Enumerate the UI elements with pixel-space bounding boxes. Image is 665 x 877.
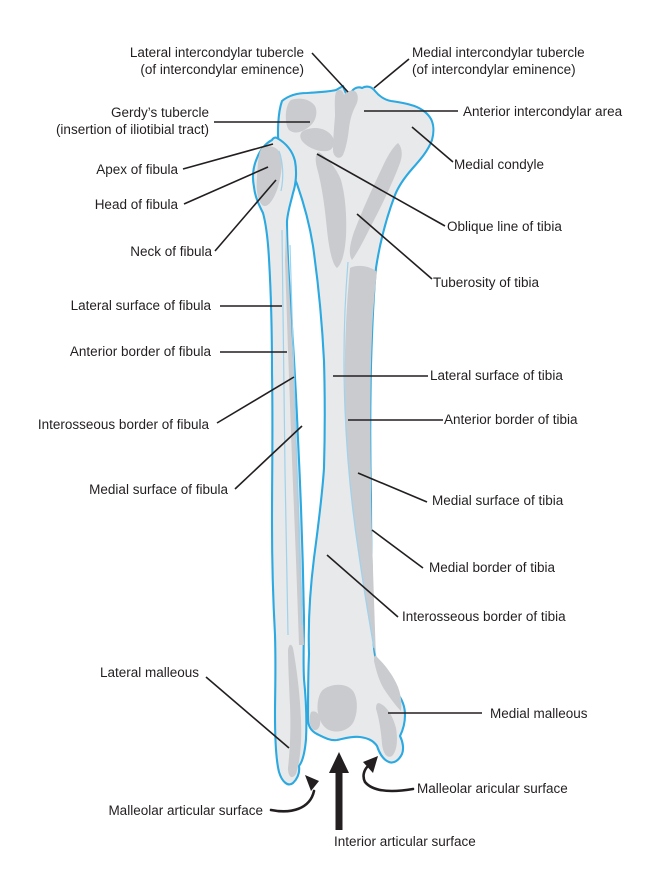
label-anterior-intercondylar-area: Anterior intercondylar area [463, 104, 623, 119]
label-medial-malleous: Medial malleous [490, 706, 588, 721]
label-head-of-fibula: Head of fibula [94, 197, 178, 212]
malleolar-articular-surface-left-arrow [271, 791, 314, 811]
label-gerdys-tubercle-line2: (insertion of iliotibial tract) [55, 122, 209, 137]
label-medial-surface-of-fibula: Medial surface of fibula [89, 482, 228, 497]
malleolar-articular-surface-left-arrowhead [305, 775, 319, 791]
label-lateral-intercondylar-tubercle-line2: (of intercondylar eminence) [140, 62, 304, 77]
label-lateral-surface-of-tibia: Lateral surface of tibia [430, 368, 563, 383]
label-apex-of-fibula: Apex of fibula [96, 162, 178, 177]
label-lateral-malleous: Lateral malleous [99, 665, 199, 680]
label-malleolar-articular-surface: Malleolar articular surface [108, 803, 263, 818]
label-anterior-border-of-fibula: Anterior border of fibula [69, 344, 211, 359]
label-oblique-line-of-tibia: Oblique line of tibia [447, 219, 562, 234]
pointer-medial-border-of-tibia [372, 530, 423, 568]
label-interior-articular-surface: Interior articular surface [334, 834, 476, 849]
label-interosseous-border-of-fibula: Interosseous border of fibula [37, 417, 209, 432]
label-lateral-intercondylar-tubercle-line1: Lateral intercondylar tubercle [129, 45, 304, 60]
label-lateral-surface-of-fibula: Lateral surface of fibula [70, 298, 211, 313]
label-medial-intercondylar-tubercle-line2: (of intercondylar eminence) [412, 62, 576, 77]
tibia-bottom-center-shading [317, 685, 356, 732]
fibula [253, 138, 306, 785]
label-anterior-border-of-tibia: Anterior border of tibia [444, 412, 578, 427]
pointer-lateral-intercondylar-tubercle [312, 53, 348, 92]
label-neck-of-fibula: Neck of fibula [130, 244, 212, 259]
label-tuberosity-of-tibia: Tuberosity of tibia [433, 275, 540, 290]
label-malleolar-aricular-surface: Malleolar aricular surface [417, 781, 568, 796]
label-interosseous-border-of-tibia: Interosseous border of tibia [402, 609, 566, 624]
label-medial-condyle: Medial condyle [454, 157, 545, 172]
label-medial-intercondylar-tubercle-line1: Medial intercondylar tubercle [412, 45, 585, 60]
pointer-medial-intercondylar-tubercle [374, 59, 409, 88]
label-medial-surface-of-tibia: Medial surface of tibia [432, 493, 564, 508]
interior-articular-surface-arrow [329, 752, 349, 830]
label-gerdys-tubercle-line1: Gerdy’s tubercle [110, 105, 209, 120]
label-medial-border-of-tibia: Medial border of tibia [429, 560, 556, 575]
